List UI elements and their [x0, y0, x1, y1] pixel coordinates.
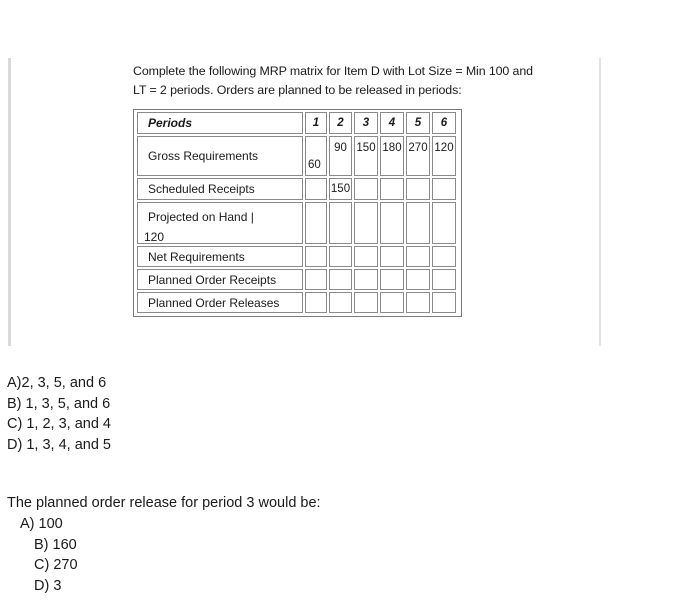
sched-receipt-period-4[interactable]	[380, 178, 404, 200]
projected-on-hand-title: Projected on Hand |	[148, 210, 254, 224]
porl-period-1[interactable]	[305, 292, 327, 313]
porl-period-6[interactable]	[432, 292, 456, 313]
porl-period-4[interactable]	[380, 292, 404, 313]
porl-period-3[interactable]	[354, 292, 378, 313]
period-2-header: 2	[329, 112, 352, 134]
gross-req-period-2: 90	[329, 136, 352, 176]
por-period-2[interactable]	[329, 269, 352, 290]
poh-period-6[interactable]	[432, 202, 456, 244]
question1-options	[7, 373, 111, 455]
period-4-header: 4	[380, 112, 404, 134]
q1-option-c[interactable]: C) 1, 2, 3, and 4	[7, 416, 111, 432]
period-3-header: 3	[354, 112, 378, 134]
poh-period-3[interactable]	[354, 202, 378, 244]
planned-order-receipts-label: Planned Order Receipts	[137, 269, 303, 290]
poh-period-5[interactable]	[406, 202, 430, 244]
q1-option-d[interactable]: D) 1, 3, 4, and 5	[7, 436, 111, 453]
q2-option-c[interactable]: C) 270	[34, 557, 78, 573]
sched-receipt-period-1[interactable]	[305, 178, 327, 200]
por-period-5[interactable]	[406, 269, 430, 290]
prompt-line-2: LT = 2 periods. Orders are planned to be released in periods:	[133, 83, 462, 97]
net-requirements-label: Net Requirements	[137, 246, 303, 267]
net-req-period-1[interactable]	[305, 246, 327, 267]
por-period-1[interactable]	[305, 269, 327, 290]
projected-on-hand-initial: 120	[144, 230, 165, 244]
gross-req-period-5: 270	[406, 136, 430, 176]
sched-receipt-period-2[interactable]: 150	[329, 178, 352, 200]
question-prompt	[133, 62, 583, 100]
net-req-period-3[interactable]	[354, 246, 378, 267]
q2-option-b[interactable]: B) 160	[34, 537, 77, 553]
period-5-header: 5	[406, 112, 430, 134]
net-req-period-6[interactable]	[432, 246, 456, 267]
period-1-header: 1	[305, 112, 327, 134]
net-req-period-4[interactable]	[380, 246, 404, 267]
prompt-line-1: Complete the following MRP matrix for Item D with Lot Size = Min 100 and	[133, 64, 533, 78]
porl-period-2[interactable]	[329, 292, 352, 313]
period-6-header: 6	[432, 112, 456, 134]
gross-req-period-6: 120	[432, 136, 456, 176]
net-req-period-2[interactable]	[329, 246, 352, 267]
gross-req-period-3: 150	[354, 136, 378, 176]
q1-option-b[interactable]: B) 1, 3, 5, and 6	[7, 395, 111, 412]
projected-on-hand-label	[137, 202, 303, 244]
por-period-6[interactable]	[432, 269, 456, 290]
mrp-matrix	[133, 109, 462, 317]
q2-option-a[interactable]: A) 100	[20, 516, 63, 532]
sched-receipt-period-6[interactable]	[432, 178, 456, 200]
q1-option-a[interactable]: A)2, 3, 5, and 6	[7, 375, 107, 391]
poh-period-4[interactable]	[380, 202, 404, 244]
net-req-period-5[interactable]	[406, 246, 430, 267]
gross-requirements-label: Gross Requirements	[137, 136, 303, 176]
q2-option-d[interactable]: D) 3	[34, 578, 62, 594]
scheduled-receipts-label: Scheduled Receipts	[137, 178, 303, 200]
gross-req-period-1: 60	[305, 136, 327, 176]
question2-text: The planned order release for period 3 would be:	[7, 495, 321, 511]
periods-header: Periods	[137, 112, 303, 134]
poh-period-1[interactable]	[305, 202, 327, 244]
planned-order-releases-label: Planned Order Releases	[137, 292, 303, 313]
sched-receipt-period-5[interactable]	[406, 178, 430, 200]
por-period-3[interactable]	[354, 269, 378, 290]
por-period-4[interactable]	[380, 269, 404, 290]
porl-period-5[interactable]	[406, 292, 430, 313]
gross-req-period-4: 180	[380, 136, 404, 176]
sched-receipt-period-3[interactable]	[354, 178, 378, 200]
poh-period-2[interactable]	[329, 202, 352, 244]
